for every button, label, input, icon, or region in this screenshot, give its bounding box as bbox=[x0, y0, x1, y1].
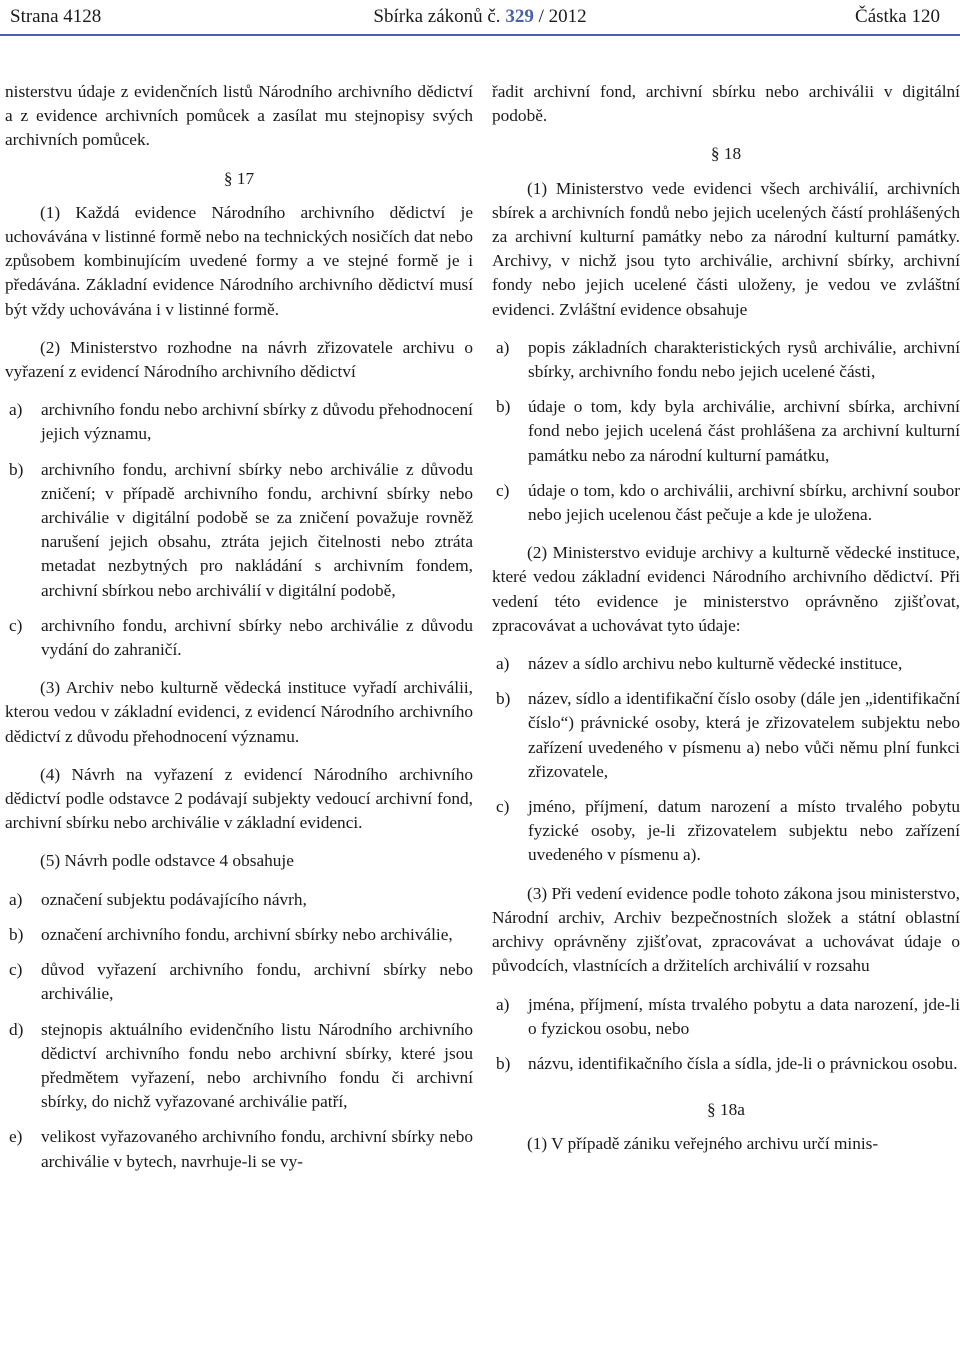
section-heading-18: § 18 bbox=[710, 144, 742, 164]
list-item bbox=[5, 1125, 473, 1173]
collection-title bbox=[0, 2, 960, 32]
list-item bbox=[5, 1018, 473, 1115]
item-letter: b) bbox=[496, 397, 511, 417]
left-column bbox=[5, 80, 473, 1185]
list-item bbox=[492, 479, 960, 527]
list-item bbox=[5, 958, 473, 1006]
paragraph-17-5: (5) Návrh podle odstavce 4 obsahuje bbox=[40, 851, 294, 871]
item-text: názvu, identifikačního čísla a sídla, jde-li o právnickou osobu. bbox=[528, 1053, 958, 1073]
law-number: 329 bbox=[505, 6, 534, 27]
item-letter: a) bbox=[9, 889, 23, 909]
item-letter: c) bbox=[9, 960, 23, 980]
list-item bbox=[492, 395, 960, 468]
item-letter: b) bbox=[9, 924, 24, 944]
item-letter: d) bbox=[9, 1019, 24, 1039]
header-rule bbox=[0, 34, 960, 36]
item-text: jméno, příjmení, datum narození a místo trvalého pobytu fyzické osoby, je-li zřizovatelem subjektu nebo zařízení uvedeného v písmenu a). bbox=[528, 797, 960, 865]
page-number: Strana 4128 bbox=[10, 6, 102, 27]
list-item bbox=[492, 993, 960, 1041]
item-letter: b) bbox=[496, 689, 511, 709]
paragraph-18-1: (1) Ministerstvo vede evidenci všech archiválií, archivních sbírek a archivních fondů nebo jejich ucelených částí prohlášených za archivní kulturní památky nebo za národní kulturní památky. Archivy, v nichž jsou tyto archiválie, archivní sbírky, archivní fondy nebo jejich ucelené části uloženy, je vedou ve zvláštní evidenci. Zvláštní evidence obsahuje bbox=[492, 178, 960, 319]
paragraph-17-3: (3) Archiv nebo kulturně vědecká instituce vyřadí archiválii, kterou vedou v základní evidenci, z evidencí Národního archivního dědictví z důvodu přehodnocení významu. bbox=[5, 678, 473, 746]
item-text: velikost vyřazovaného archivního fondu, archivní sbírky nebo archiválie v bytech, navrhuje-li se vy- bbox=[41, 1127, 473, 1171]
item-text: archivního fondu, archivní sbírky nebo archiválie z důvodu zničení; v případě archivního fondu, archivní sbírky nebo archiválie v digitální podobě se za zničení považuje rovněž narušení jejich obsahu, ztráta jejich čitelnosti nebo ztráta metadat nezbytných pro nakládání s archivním fondem, archivní sbírkou nebo archiválií v digitální podobě, bbox=[41, 459, 473, 600]
item-letter: c) bbox=[496, 480, 510, 500]
paragraph-17-2: (2) Ministerstvo rozhodne na návrh zřizovatele archivu o vyřazení z evidencí Národního archivního dědictví bbox=[5, 337, 473, 382]
list-item bbox=[492, 687, 960, 784]
right-column bbox=[492, 80, 960, 1171]
item-letter: b) bbox=[9, 459, 24, 479]
list-item bbox=[5, 614, 473, 662]
item-letter: c) bbox=[9, 615, 23, 635]
paragraph-18-3: (3) Při vedení evidence podle tohoto zákona jsou ministerstvo, Národní archiv, Archiv bezpečnostních složek a státní oblastní archivy oprávněny zjišťovat, zpracovávat a uchovávat údaje o původcích, vlastnících a držitelích archiválií v rozsahu bbox=[492, 883, 960, 976]
list-item bbox=[492, 652, 960, 676]
paragraph-17-1: (1) Každá evidence Národního archivního dědictví je uchovávána v listinné formě nebo na technických nosičích dat nebo způsobem kombinujícím uvedené formy a ve stejné formě je i předávána. Základní evidence Národního archivního dědictví musí být vždy uchovávána i v listinné formě. bbox=[5, 202, 473, 319]
item-text: stejnopis aktuálního evidenčního listu Národního archivního dědictví archivního fondu nebo archivní sbírky, které jsou předmětem vyřazení, nebo archivního fondu či archivní sbírky, do nichž vyřazované archiválie patří, bbox=[41, 1019, 473, 1112]
item-text: označení subjektu podávajícího návrh, bbox=[41, 889, 307, 909]
item-text: archivního fondu, archivní sbírky nebo archiválie z důvodu vydání do zahraničí. bbox=[41, 615, 473, 660]
item-letter: a) bbox=[9, 400, 23, 420]
paragraph-18a-1: (1) V případě zániku veřejného archivu určí minis- bbox=[527, 1134, 879, 1154]
law-year: / 2012 bbox=[538, 6, 587, 27]
section-heading-17: § 17 bbox=[223, 168, 255, 188]
item-text: údaje o tom, kdy byla archiválie, archivní sbírka, archivní fond nebo jejich ucelená část prohlášena za archivní kulturní památku nebo za národní kulturní památku, bbox=[528, 397, 960, 465]
item-letter: e) bbox=[9, 1127, 23, 1147]
list-item bbox=[5, 923, 473, 947]
page-header bbox=[0, 0, 960, 36]
list-item bbox=[492, 336, 960, 384]
part-number: Částka 120 bbox=[855, 6, 940, 27]
paragraph-18-2: (2) Ministerstvo eviduje archivy a kulturně vědecké instituce, které vedou základní evidenci Národního archivního dědictví. Při vedení této evidence je ministerstvo oprávněno zjišťovat, zpracovávat a uchovávat tyto údaje: bbox=[492, 543, 960, 635]
item-text: název a sídlo archivu nebo kulturně vědecké instituce, bbox=[528, 654, 903, 674]
right-intro-text: řadit archivní fond, archivní sbírku nebo archiválii v digitální podobě. bbox=[492, 82, 960, 126]
section-heading-18a: § 18a bbox=[707, 1100, 745, 1120]
item-letter: a) bbox=[496, 337, 510, 357]
item-letter: b) bbox=[496, 1053, 511, 1073]
list-item bbox=[5, 888, 473, 912]
list-item bbox=[492, 1052, 960, 1076]
list-item bbox=[5, 458, 473, 603]
item-text: důvod vyřazení archivního fondu, archivní sbírky nebo archiválie, bbox=[41, 960, 473, 1004]
list-item bbox=[492, 795, 960, 868]
item-letter: a) bbox=[496, 994, 510, 1014]
item-letter: c) bbox=[496, 797, 510, 817]
item-text: údaje o tom, kdo o archiválii, archivní sbírku, archivní soubor nebo jejich ucelenou část pečuje a kde je uložena. bbox=[528, 480, 960, 525]
item-text: označení archivního fondu, archivní sbírky nebo archiválie, bbox=[41, 924, 453, 944]
item-text: jména, příjmení, místa trvalého pobytu a data narození, jde-li o fyzickou osobu, nebo bbox=[528, 994, 960, 1038]
list-item bbox=[5, 398, 473, 446]
item-letter: a) bbox=[496, 654, 510, 674]
item-text: popis základních charakteristických rysů archiválie, archivní sbírky, archivního fondu nebo jejich ucelené části, bbox=[528, 337, 960, 382]
item-text: archivního fondu nebo archivní sbírky z důvodu přehodnocení jejich významu, bbox=[41, 400, 473, 444]
collection-label: Sbírka zákonů č. bbox=[373, 6, 501, 27]
paragraph-17-4: (4) Návrh na vyřazení z evidencí Národního archivního dědictví podle odstavce 2 podávají subjekty vedoucí archivní fond, archivní sbírku nebo archiválie v základní evidenci. bbox=[5, 764, 473, 833]
left-intro-text: nisterstvu údaje z evidenčních listů Národního archivního dědictví a z evidence archivních pomůcek a zasílat mu stejnopisy svých archivních pomůcek. bbox=[5, 82, 473, 150]
item-text: název, sídlo a identifikační číslo osoby (dále jen „identifikační číslo“) právnické osoby, která je zřizovatelem subjektu nebo zařízení uvedeného v písmenu a) nebo vůči němu plní funkci zřizovatele, bbox=[528, 689, 960, 781]
